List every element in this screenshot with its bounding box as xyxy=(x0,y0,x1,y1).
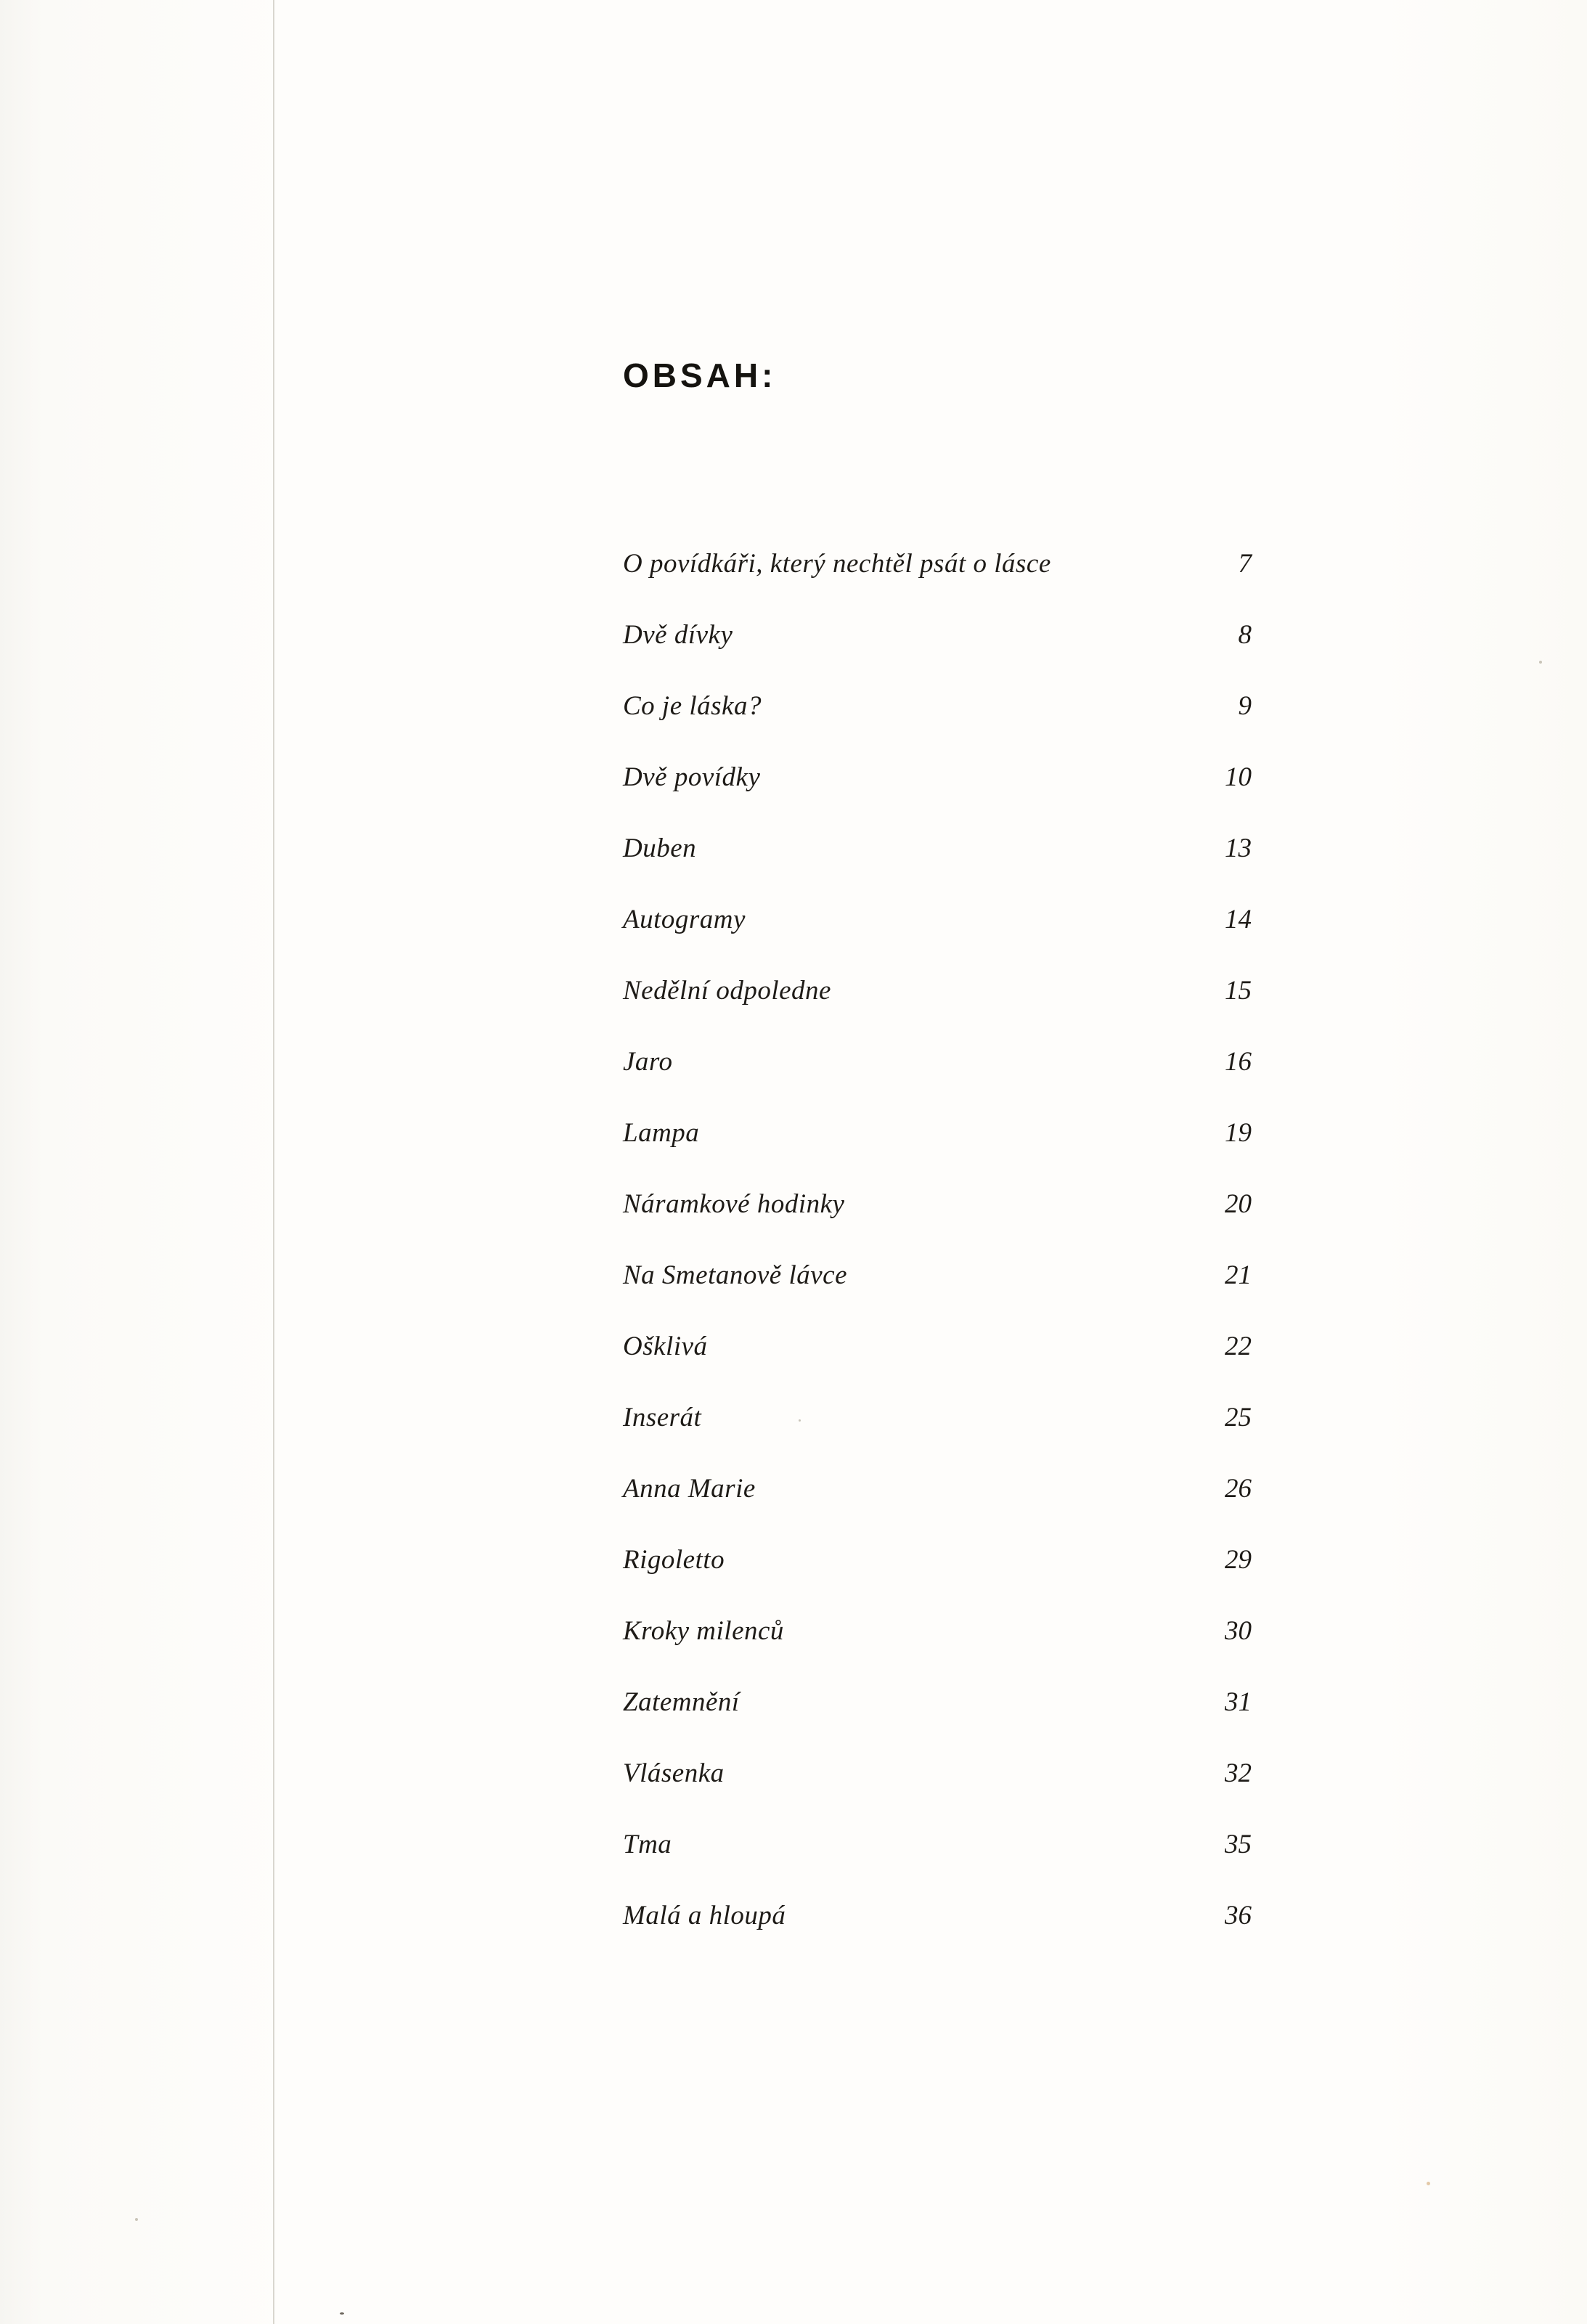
toc-entry-title: Malá a hloupá xyxy=(623,1901,786,1930)
toc-entry xyxy=(623,1542,1252,1613)
toc-entry-page: 26 xyxy=(1225,1474,1252,1504)
toc-entry xyxy=(623,831,1252,902)
page-title: OBSAH: xyxy=(623,356,777,394)
toc-entry-page: 15 xyxy=(1225,976,1252,1006)
toc-entry-page: 20 xyxy=(1225,1189,1252,1219)
toc-entry-title: Autogramy xyxy=(623,905,746,934)
toc-entry-title: Náramkové hodinky xyxy=(623,1189,845,1219)
toc-entry-title: Jaro xyxy=(623,1047,673,1077)
toc-entry-page: 10 xyxy=(1225,762,1252,792)
toc-entry-title: Rigoletto xyxy=(623,1545,725,1575)
toc-entry xyxy=(623,1329,1252,1400)
toc-entry-page: 31 xyxy=(1225,1687,1252,1717)
toc-entry-page: 22 xyxy=(1225,1332,1252,1361)
toc-entry xyxy=(623,973,1252,1044)
paper-speck xyxy=(135,2218,138,2221)
toc-entry xyxy=(623,902,1252,973)
toc-entry-page: 29 xyxy=(1225,1545,1252,1575)
toc-entry-title: Dvě dívky xyxy=(623,620,733,650)
toc-entry-title: O povídkáři, který nechtěl psát o lásce xyxy=(623,549,1051,579)
toc-entry xyxy=(623,1115,1252,1186)
toc-entry-title: Lampa xyxy=(623,1118,700,1148)
paper-speck xyxy=(1539,661,1542,664)
toc-entry-page: 7 xyxy=(1238,549,1252,579)
toc-entry-page: 9 xyxy=(1238,691,1252,721)
toc-entry-title: Kroky milenců xyxy=(623,1616,784,1646)
paper-speck xyxy=(340,2312,344,2315)
toc-entry-title: Zatemnění xyxy=(623,1687,740,1717)
toc-entry xyxy=(623,1613,1252,1684)
toc-entry xyxy=(623,1186,1252,1257)
toc-entry xyxy=(623,617,1252,688)
toc-entry-title: Na Smetanově lávce xyxy=(623,1260,847,1290)
page-fold-line xyxy=(273,0,274,2324)
table-of-contents xyxy=(623,546,1252,1969)
toc-entry-page: 35 xyxy=(1225,1830,1252,1859)
paper-speck xyxy=(1427,2182,1430,2185)
toc-entry xyxy=(623,759,1252,831)
toc-entry-page: 32 xyxy=(1225,1758,1252,1788)
toc-entry-title: Vlásenka xyxy=(623,1758,725,1788)
toc-entry-page: 8 xyxy=(1238,620,1252,650)
toc-entry xyxy=(623,1044,1252,1115)
toc-entry xyxy=(623,688,1252,759)
toc-entry xyxy=(623,546,1252,617)
toc-entry-title: Inserát xyxy=(623,1403,702,1432)
toc-entry-page: 19 xyxy=(1225,1118,1252,1148)
toc-entry-page: 16 xyxy=(1225,1047,1252,1077)
toc-entry-page: 25 xyxy=(1225,1403,1252,1432)
toc-entry-page: 36 xyxy=(1225,1901,1252,1930)
toc-entry xyxy=(623,1827,1252,1898)
toc-entry-title: Dvě povídky xyxy=(623,762,761,792)
toc-entry-title: Anna Marie xyxy=(623,1474,756,1504)
toc-entry xyxy=(623,1684,1252,1756)
toc-entry xyxy=(623,1756,1252,1827)
toc-entry-title: Co je láska? xyxy=(623,691,762,721)
toc-entry-title: Ošklivá xyxy=(623,1332,708,1361)
toc-entry-title: Tma xyxy=(623,1830,672,1859)
toc-entry xyxy=(623,1400,1252,1471)
toc-entry xyxy=(623,1471,1252,1542)
toc-entry xyxy=(623,1898,1252,1969)
toc-entry-page: 21 xyxy=(1225,1260,1252,1290)
toc-entry-title: Nedělní odpoledne xyxy=(623,976,831,1006)
toc-entry-page: 14 xyxy=(1225,905,1252,934)
toc-entry-page: 13 xyxy=(1225,833,1252,863)
toc-entry-page: 30 xyxy=(1225,1616,1252,1646)
toc-entry-title: Duben xyxy=(623,833,697,863)
toc-entry xyxy=(623,1257,1252,1329)
